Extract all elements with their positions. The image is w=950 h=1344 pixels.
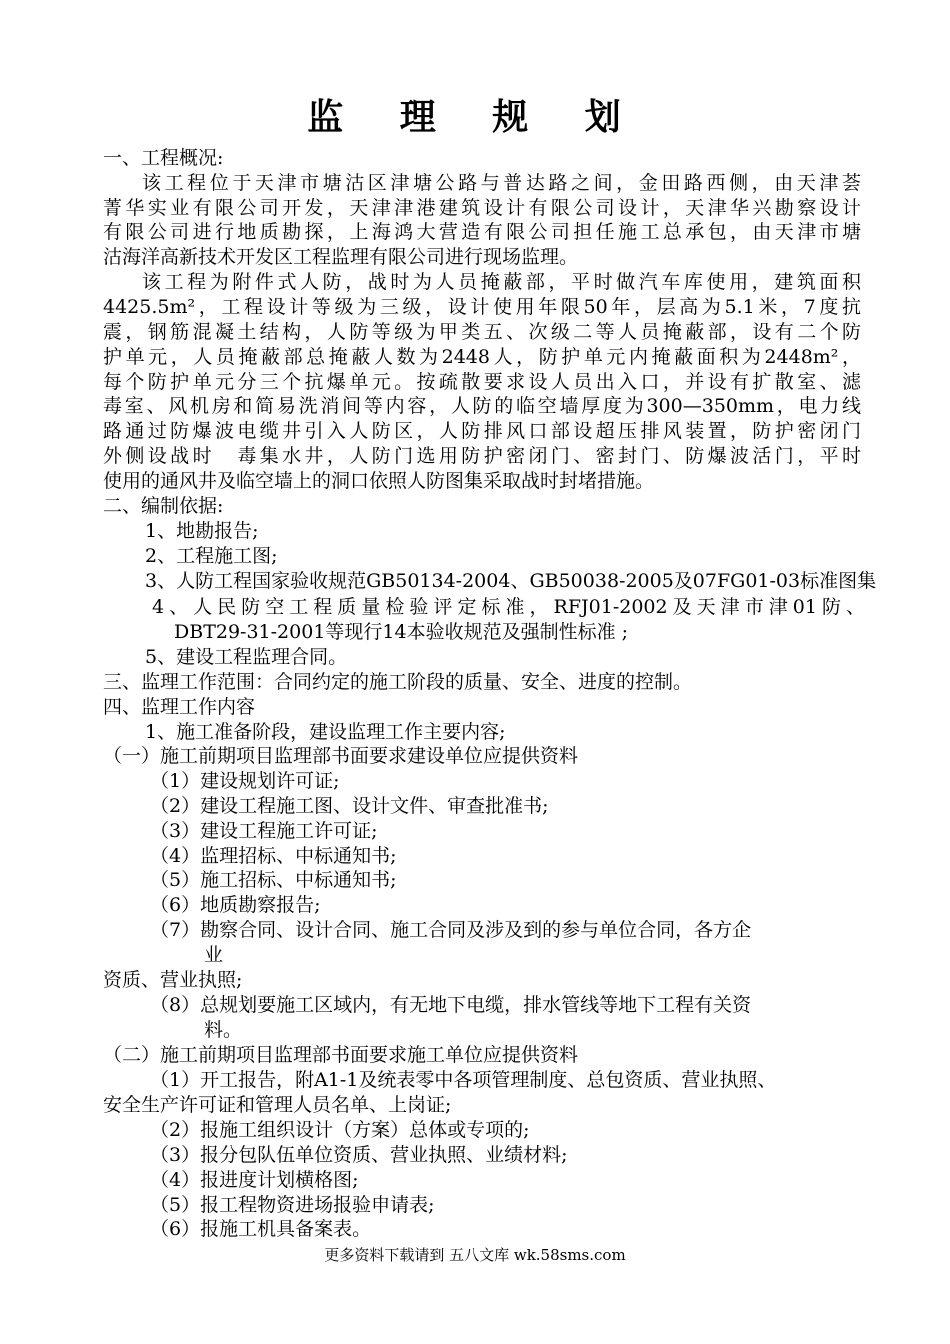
list-item: （5）施工招标、中标通知书; (150, 869, 397, 891)
section-heading: 二、编制依据: (103, 495, 224, 517)
footer-note: 更多资料下载请到 五八文库 wk.58sms.com (324, 1246, 626, 1264)
list-item-continuation: 资质、营业执照; (103, 969, 243, 991)
list-item: 1、地勘报告; (145, 520, 259, 542)
list-item-continuation: 安全生产许可证和管理人员名单、上岗证; (103, 1094, 452, 1116)
list-item: 3、人防工程国家验收规范GB50134-2004、GB50038-2005及07FG01-03标准图集 (145, 570, 877, 592)
document-title: 监 理 规 划 (307, 97, 643, 138)
list-item: （4）监理招标、中标通知书; (150, 845, 397, 867)
paragraph-line: 沽海洋高新技术开发区工程监理有限公司进行现场监理。 (103, 246, 579, 268)
paragraph-line: 路通过防爆波电缆井引入人防区，人防排风口部设超压排风装置，防护密闭门 (103, 420, 861, 442)
paragraph-line: 菁华实业有限公司开发，天津津港建筑设计有限公司设计，天津华兴勘察设计 (103, 197, 861, 219)
section-heading: 四、监理工作内容 (103, 696, 256, 718)
list-item: 2、工程施工图; (145, 545, 278, 567)
list-item: （6）地质勘察报告; (150, 894, 321, 916)
list-item: （1）开工报告，附A1-1及统表零中各项管理制度、总包资质、营业执照、 (150, 1069, 777, 1091)
list-item: 1、施工准备阶段，建设监理工作主要内容; (145, 721, 506, 743)
paragraph-line: 有限公司进行地质勘探，上海鸿大营造有限公司担任施工总承包，由天津市塘 (103, 221, 861, 243)
paragraph-line: 毒室、风机房和简易洗消间等内容，人防的临空墙厚度为300—350mm，电力线 (103, 395, 861, 417)
paragraph-line: 震，钢筋混凝土结构，人防等级为甲类五、次级二等人员掩蔽部，设有二个防 (103, 321, 861, 343)
list-item: （3）报分包队伍单位资质、营业执照、业绩材料; (150, 1144, 568, 1166)
list-item: （5）报工程物资进场报验申请表; (150, 1194, 435, 1216)
paragraph-line: 该工程为附件式人防，战时为人员掩蔽部，平时做汽车库使用，建筑面积 (142, 271, 861, 293)
list-item: （4）报进度计划横格图; (150, 1169, 359, 1191)
paragraph-line: 每个防护单元分三个抗爆单元。按疏散要求设人员出入口，并设有扩散室、滤 (103, 371, 861, 393)
paragraph-line: 外侧设战时 毒集水井，人防门选用防护密闭门、密封门、防爆波活门，平时 (103, 445, 861, 467)
list-item-continuation: DBT29-31-2001等现行14本验收规范及强制性标准 ; (174, 621, 629, 643)
subsection-heading: （一）施工前期项目监理部书面要求建设单位应提供资料 (103, 745, 579, 767)
list-item: （2）报施工组织设计（方案）总体或专项的; (150, 1119, 530, 1141)
list-item: 5、建设工程监理合同。 (145, 646, 348, 668)
list-item-continuation: 业 (204, 944, 224, 966)
list-item: 4、人民防空工程质量检验评定标准，RFJ01-2002及天津市津01防、 (152, 596, 865, 618)
paragraph-line: 护单元，人员掩蔽部总掩蔽人数为2448人，防护单元内掩蔽面积为2448m²， (103, 346, 861, 368)
subsection-heading: （二）施工前期项目监理部书面要求施工单位应提供资料 (103, 1044, 579, 1066)
list-item-continuation: 料。 (204, 1019, 243, 1041)
section-heading: 一、工程概况: (103, 147, 224, 169)
list-item: （3）建设工程施工许可证; (150, 820, 378, 842)
paragraph-line: 该工程位于天津市塘沽区津塘公路与普达路之间，金田路西侧，由天津荟 (142, 172, 861, 194)
list-item: （2）建设工程施工图、设计文件、审查批准书; (150, 795, 549, 817)
list-item: （8）总规划要施工区域内，有无地下电缆，排水管线等地下工程有关资 (150, 994, 752, 1016)
list-item: （6）报施工机具备案表。 (150, 1218, 372, 1240)
paragraph-line: 4425.5m²，工程设计等级为三级，设计使用年限50年，层高为5.1米，7度抗 (103, 296, 861, 318)
list-item: （7）勘察合同、设计合同、施工合同及涉及到的参与单位合同，各方企 (150, 919, 752, 941)
paragraph-line: 使用的通风井及临空墙上的洞口依照人防图集采取战时封堵措施。 (103, 470, 655, 492)
list-item: （1）建设规划许可证; (150, 770, 340, 792)
section-heading: 三、监理工作范围：合同约定的施工阶段的质量、安全、进度的控制。 (103, 671, 693, 693)
